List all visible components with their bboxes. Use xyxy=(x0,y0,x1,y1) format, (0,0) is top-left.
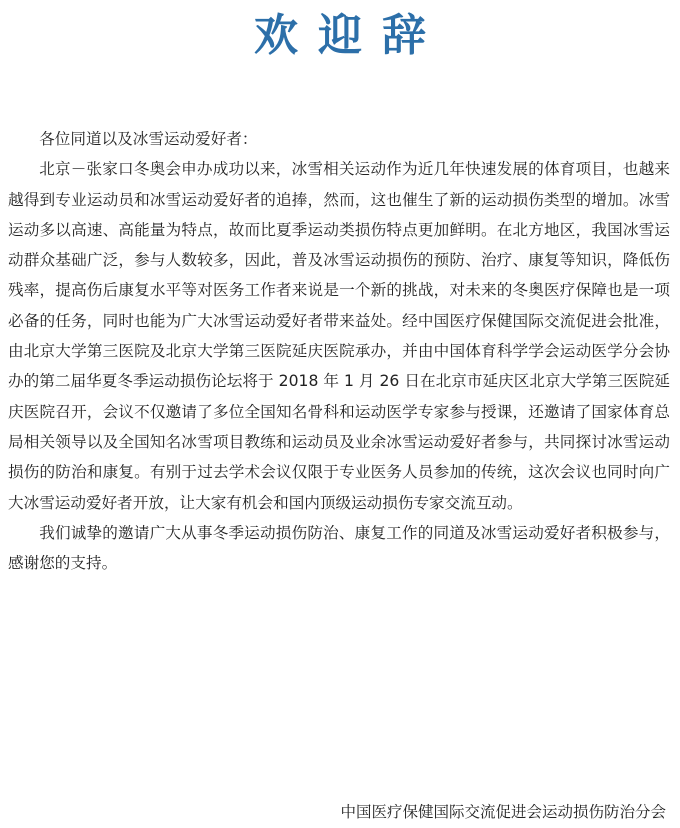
page-title: 欢迎辞 xyxy=(254,10,446,61)
greeting-line: 各位同道以及冰雪运动爱好者： xyxy=(39,130,258,148)
paragraph-main: 北京－张家口冬奥会申办成功以来，冰雪相关运动作为近几年快速发展的体育项目，也越来越得到专业运动员和冰雪运动爱好者的追捧，然而，这也催生了新的运动损伤类型的增加。冰雪运动多以高速、高能量为特点，故而比夏季运动类损伤特点更加鲜明。在北方地区，我国冰雪运动群众基础广泛，参与人数较多，因此，普及冰雪运动损伤的预防、治疗、康复等知识，降低伤残率，提高伤后康复水平等对医务工作者来说是一个新的挑战，对未来的冬奥医疗保障也是一项必备的任务，同时也能为广大冰雪运动爱好者带来益处。经中国医疗保健国际交流促进会批准，由北京大学第三医院及北京大学第三医院延庆医院承办，并由中国体育科学学会运动医学分会协办的第二届华夏冬季运动损伤论坛将于 2018 年 1 月 26 日在北京市延庆区北京大学第三医院延庆医院召开，会议不仅邀请了多位全国知名骨科和运动医学专家参与授课，还邀请了国家体育总局相关领导以及全国知名冰雪项目教练和运动员及业余冰雪运动爱好者参与，共同探讨冰雪运动损伤的防治和康复。有别于过去学术会议仅限于专业医务人员参加的传统，这次会议也同时向广大冰雪运动爱好者开放，让大家有机会和国内顶级运动损伤专家交流互动。 xyxy=(8,160,670,512)
letter-body xyxy=(8,124,670,578)
signature-organization: 中国医疗保健国际交流促进会运动损伤防治分会 xyxy=(340,803,666,821)
paragraph-closing: 我们诚挚的邀请广大从事冬季运动损伤防治、康复工作的同道及冰雪运动爱好者积极参与，感谢您的支持。 xyxy=(8,523,670,573)
